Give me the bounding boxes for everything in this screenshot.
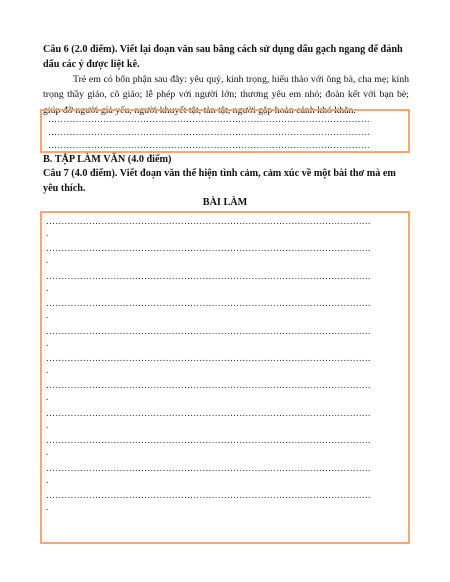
answer-box-question-6[interactable] [40,109,410,153]
essay-line-end: . [46,502,49,512]
essay-line: ……………………………………………………………………………………………. [46,407,371,418]
essay-line: ……………………………………………………………………………………………. [46,216,371,226]
essay-heading: BÀI LÀM [202,197,248,208]
essay-line: ……………………………………………………………………………………………. [46,462,371,473]
question-6-passage: Trẻ em có bổn phận sau đây: yêu quý, kính trọng, hiếu thảo với ông bà, cha mẹ; kính trọng thầy giáo, cô giáo; lễ phép với người lớn; thương yêu em nhỏ; đoàn kết với bạn bè; giúp đỡ người già yếu, người khuyết tật, tàn tật, người gặp hoàn cảnh khó khăn. [43,74,409,116]
essay-line-end: . [46,255,49,266]
question-7-title: Câu 7 (4.0 điểm). Viết đoạn văn thể hiện tình cảm, cảm xúc về một bài thơ mà em yêu thích. [43,168,396,194]
essay-line-end: . [46,282,49,293]
essay-line: ……………………………………………………………………………………………. [46,490,371,500]
essay-line-end: . [46,447,49,458]
essay-line: ……………………………………………………………………………………………. [46,298,371,309]
essay-line-end: . [46,337,49,348]
essay-line-end: . [46,474,49,485]
essay-line-end: . [46,228,49,238]
essay-line-end: . [46,365,49,375]
question-6-title: Câu 6 (2.0 điểm). Viết lại đoạn văn sau bằng cách sử dụng dấu gạch ngang để đánh dấu các ý được liệt kê. [43,44,403,70]
answer-line: …………………………………………………………………………………………… [48,127,370,137]
essay-line: ……………………………………………………………………………………………. [46,270,371,281]
essay-line-end: . [46,392,49,403]
essay-line: ……………………………………………………………………………………………. [46,325,371,336]
essay-line: ……………………………………………………………………………………………. [46,243,371,254]
essay-line: ……………………………………………………………………………………………. [46,380,371,391]
answer-line: …………………………………………………………………………………………… [48,140,370,150]
essay-line-end: . [46,310,49,321]
essay-line: ……………………………………………………………………………………………. [46,353,371,363]
essay-answer-box[interactable] [40,211,410,544]
essay-line: ……………………………………………………………………………………………. [46,435,371,446]
answer-line: …………………………………………………………………………………………… [48,114,370,124]
essay-line-end: . [46,419,49,430]
section-b-heading: B. TẬP LÀM VĂN (4.0 điểm) [43,154,172,165]
